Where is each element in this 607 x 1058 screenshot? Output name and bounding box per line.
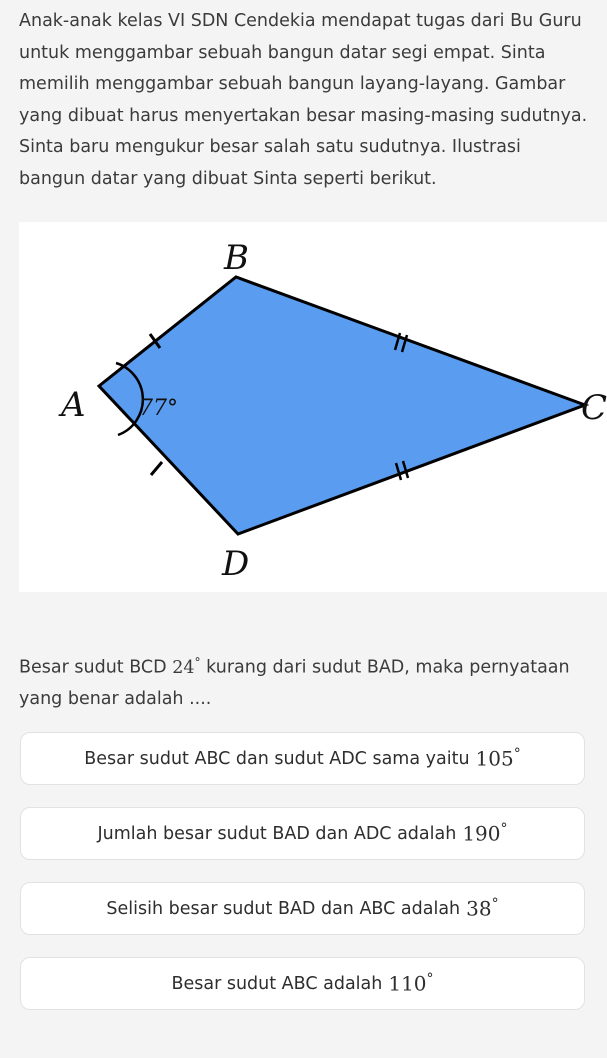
kite-diagram xyxy=(19,222,607,592)
question-text: Anak-anak kelas VI SDN Cendekia mendapat tugas dari Bu Guru untuk menggambar sebuah bangun datar segi empat. Sinta memilih menggambar sebuah bangun layang-layang. Gambar yang dibuat harus menyertakan besar masing-masing sudutnya. Sinta baru mengukur besar salah satu sudutnya. Ilustrasi bangun datar yang dibuat Sinta seperti berikut. xyxy=(19,11,588,189)
option-value: 110° xyxy=(388,971,434,996)
question-prompt xyxy=(19,647,591,716)
option-text: Besar sudut ABC dan sudut ADC sama yaitu xyxy=(84,748,470,769)
tick-ad xyxy=(151,462,162,475)
answer-options xyxy=(20,732,585,1032)
option-value: 38° xyxy=(466,896,499,921)
vertex-label-a: A xyxy=(61,385,86,425)
answer-option-1[interactable] xyxy=(20,732,585,785)
option-value: 190° xyxy=(462,821,508,846)
answer-option-4[interactable] xyxy=(20,957,585,1010)
vertex-label-b: B xyxy=(224,238,249,278)
prompt-before: Besar sudut BCD xyxy=(19,657,167,678)
vertex-label-d: D xyxy=(222,544,250,584)
option-text: Jumlah besar sudut BAD dan ADC adalah xyxy=(97,823,457,844)
option-text: Besar sudut ABC adalah xyxy=(171,973,383,994)
prompt-angle-value: 24° xyxy=(172,655,201,678)
angle-label-a: 77° xyxy=(139,396,178,421)
prompt-after: kurang dari sudut BAD, maka pernyataan yang benar adalah .... xyxy=(19,657,570,710)
answer-option-2[interactable] xyxy=(20,807,585,860)
option-value: 105° xyxy=(475,746,521,771)
vertex-label-c: C xyxy=(581,388,607,428)
answer-option-3[interactable] xyxy=(20,882,585,935)
kite-figure xyxy=(19,222,607,592)
option-text: Selisih besar sudut BAD dan ABC adalah xyxy=(106,898,461,919)
